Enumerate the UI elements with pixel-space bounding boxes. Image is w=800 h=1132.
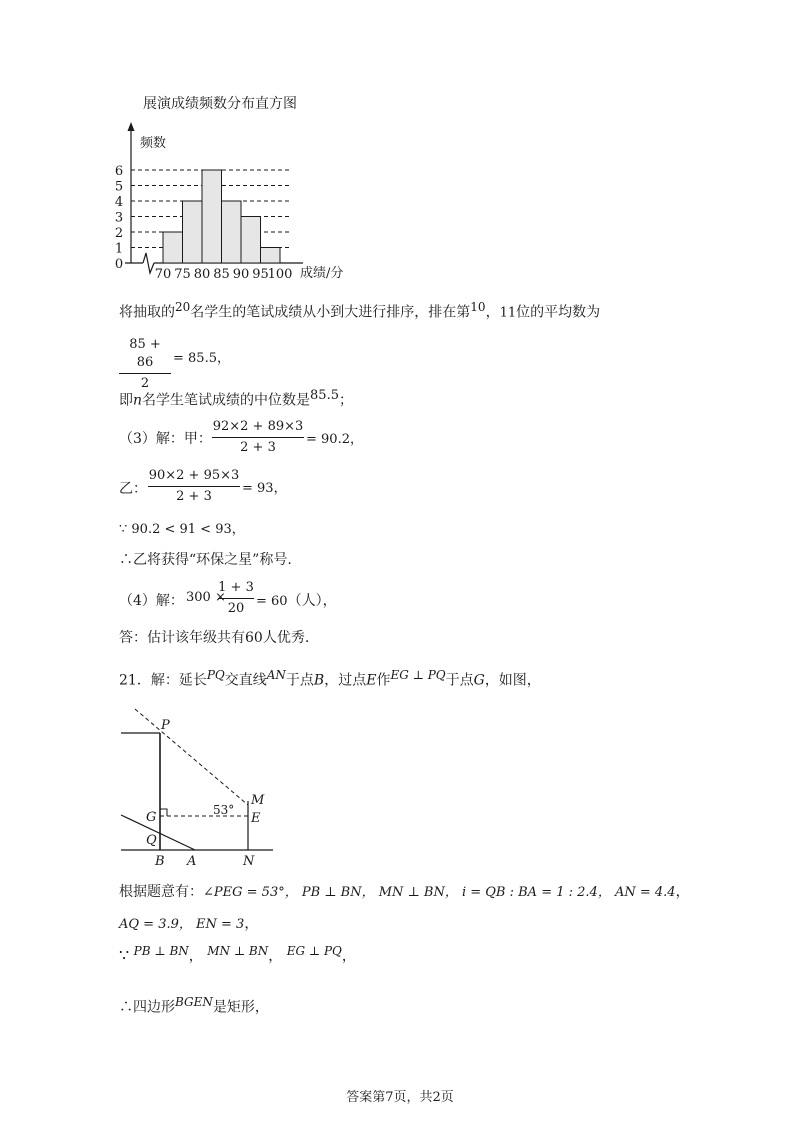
text-seg: 名学生的笔试成绩从小到大进行排序，排在第 xyxy=(190,304,471,321)
cond-eg-pq: EG ⊥ PQ xyxy=(286,944,342,958)
text-seg: 21．解：延长 xyxy=(119,672,207,689)
label-q: Q xyxy=(146,833,157,848)
fraction-mean xyxy=(119,336,171,393)
cond-pb-bn: ， PB ⊥ BN xyxy=(284,885,362,900)
right-angle-mark xyxy=(160,809,167,816)
cond-aq: AQ = 3.9 xyxy=(119,917,179,932)
text-seg: ， xyxy=(675,884,690,900)
because-perp-line xyxy=(119,944,356,966)
var-g: G xyxy=(473,672,485,689)
y-tick-label: 5 xyxy=(114,179,124,195)
q21-line xyxy=(119,668,541,690)
text-seg: 将抽取的 xyxy=(119,304,175,321)
frac-num: 92×2 + 89×3 xyxy=(212,419,304,434)
slope-line xyxy=(121,815,195,850)
frac-bar xyxy=(148,486,240,487)
therefore-rectangle xyxy=(119,995,269,1017)
x-tick-label: 80 xyxy=(193,267,211,282)
page-footer: 答案第7页，共2页 xyxy=(346,1090,454,1105)
y-tick-label: 0 xyxy=(114,257,124,272)
cond-angle: ∠PEG = 53° xyxy=(203,885,285,900)
text-seg: ， xyxy=(216,351,230,366)
y-tick-label: 4 xyxy=(114,195,124,210)
text-seg: ， xyxy=(341,948,356,965)
text-seg: ， xyxy=(188,948,203,965)
frac-den: 2 xyxy=(140,376,150,391)
cond-mn-bn: MN ⊥ BN xyxy=(207,944,269,958)
var-eg-pq: EG ⊥ PQ xyxy=(390,668,446,682)
histogram-bar-80-85 xyxy=(202,170,222,263)
fraction-part4-result xyxy=(256,590,337,610)
label-e: E xyxy=(251,811,261,826)
label-a: A xyxy=(187,854,197,869)
x-tick-label: 70 xyxy=(154,267,172,282)
text-seg: = 93 xyxy=(242,481,274,496)
label-angle: 53° xyxy=(213,803,235,817)
label-g: G xyxy=(146,810,157,825)
histogram-bar-75-80 xyxy=(183,201,203,263)
y-axis-label: 频数 xyxy=(140,136,167,151)
x-tick-label: 90 xyxy=(232,267,250,282)
label-b: B xyxy=(155,854,165,869)
histogram-title: 展演成绩频数分布直方图 xyxy=(143,96,297,112)
axis-break xyxy=(143,253,154,273)
y-tick-label: 6 xyxy=(114,164,124,179)
text-seg: 于点 xyxy=(445,672,474,689)
line-ranking xyxy=(119,300,600,322)
geometry-figure xyxy=(115,705,285,870)
therefore-star: ∴乙将获得“环保之星”称号. xyxy=(119,552,292,568)
fraction-jia-result xyxy=(306,428,363,447)
fraction-mean-result xyxy=(173,347,230,366)
var-bgen: BGEN xyxy=(175,995,213,1009)
frac-num: 85 + 86 xyxy=(129,337,161,370)
num-10: 10 xyxy=(470,300,486,314)
frac-bar xyxy=(218,598,254,599)
frac-num: 90×2 + 95×3 xyxy=(148,468,240,483)
part4-prefix: 300 × xyxy=(186,590,226,605)
fraction-yi xyxy=(148,467,240,506)
yi-label: 乙： xyxy=(119,481,147,497)
histogram-chart xyxy=(110,120,370,285)
histogram-bar-85-90 xyxy=(222,201,242,263)
text-seg: = 60 xyxy=(256,594,288,609)
fraction-jia xyxy=(212,418,304,457)
x-axis-label: 成绩/分 xyxy=(300,266,344,281)
cond-an: ， AN = 4.4 xyxy=(597,885,676,900)
label-n: N xyxy=(243,854,255,869)
y-tick-label: 3 xyxy=(114,210,124,226)
num-11: 11 xyxy=(499,305,517,321)
text-seg: 名学生笔试成绩的中位数是 xyxy=(142,392,311,409)
y-axis-arrow xyxy=(128,122,135,131)
text-seg: 是矩形， xyxy=(212,999,269,1016)
given-line-2 xyxy=(119,913,258,933)
text-seg: 于点 xyxy=(285,672,314,689)
text-seg: ， xyxy=(273,481,287,496)
text-seg: 根据题意有： xyxy=(119,884,203,900)
line-median xyxy=(119,388,353,410)
x-tick-label: 100 xyxy=(267,267,293,282)
fraction-part4 xyxy=(218,579,254,618)
y-tick-label: 1 xyxy=(114,241,124,257)
sight-line xyxy=(135,709,248,805)
num-median: 85.5 xyxy=(310,388,339,403)
because-symbol: ∵ xyxy=(119,945,130,965)
text-seg: ， xyxy=(268,948,283,965)
text-seg: ，如图， xyxy=(484,672,541,689)
histogram-bar-70-75 xyxy=(163,232,183,263)
label-p: P xyxy=(161,718,170,733)
cond-mn-bn: ， MN ⊥ BN xyxy=(361,885,445,900)
text-seg: 交直线 xyxy=(224,672,267,689)
answer-line: 答：估计该年级共有60人优秀. xyxy=(119,630,310,646)
histogram-bar-90-95 xyxy=(241,217,261,264)
var-pq: PQ xyxy=(206,668,225,682)
text-seg: = 85.5 xyxy=(173,351,217,366)
label-m: M xyxy=(251,793,265,808)
given-line-1 xyxy=(119,881,690,901)
frac-den: 20 xyxy=(227,601,245,616)
part4-label: （4）解： xyxy=(119,593,184,609)
frac-bar xyxy=(119,373,171,374)
var-e: E xyxy=(366,672,377,689)
fraction-yi-result xyxy=(242,477,287,496)
y-tick-label: 2 xyxy=(114,226,124,241)
frac-den: 2 + 3 xyxy=(176,489,212,504)
num-20: 20 xyxy=(175,300,191,314)
part3-label: （3）解：甲： xyxy=(119,431,212,447)
text-seg: 即 xyxy=(119,392,133,409)
histogram-bar-95-100 xyxy=(261,248,281,264)
frac-den: 2 + 3 xyxy=(240,440,276,455)
text-seg: 作 xyxy=(376,672,391,689)
cond-slope: ， i = QB : BA = 1 : 2.4 xyxy=(444,885,598,900)
text-seg: ， xyxy=(244,916,259,932)
text-seg: 位的平均数为 xyxy=(516,304,601,321)
var-an: AN xyxy=(266,668,286,682)
text-seg: （人）， xyxy=(287,593,337,609)
x-tick-label: 75 xyxy=(174,267,191,282)
frac-num: 1 + 3 xyxy=(218,580,254,595)
frac-bar xyxy=(212,437,304,438)
var-n: n xyxy=(133,392,143,409)
x-tick-label: 85 xyxy=(213,267,230,282)
var-b: B xyxy=(313,672,325,689)
text-seg: ， xyxy=(485,304,500,321)
text-seg: ； xyxy=(338,392,353,409)
because-compare: ∵ 90.2 < 91 < 93， xyxy=(119,522,245,537)
cond-en: ， EN = 3 xyxy=(178,917,245,932)
text-seg: ，过点 xyxy=(324,672,367,689)
cond-pb-bn: PB ⊥ BN xyxy=(133,944,189,958)
text-seg: ， xyxy=(349,432,363,447)
x-tick-label: 95 xyxy=(252,267,269,282)
text-seg: = 90.2 xyxy=(306,432,350,447)
text-seg: ∴四边形 xyxy=(119,999,175,1016)
